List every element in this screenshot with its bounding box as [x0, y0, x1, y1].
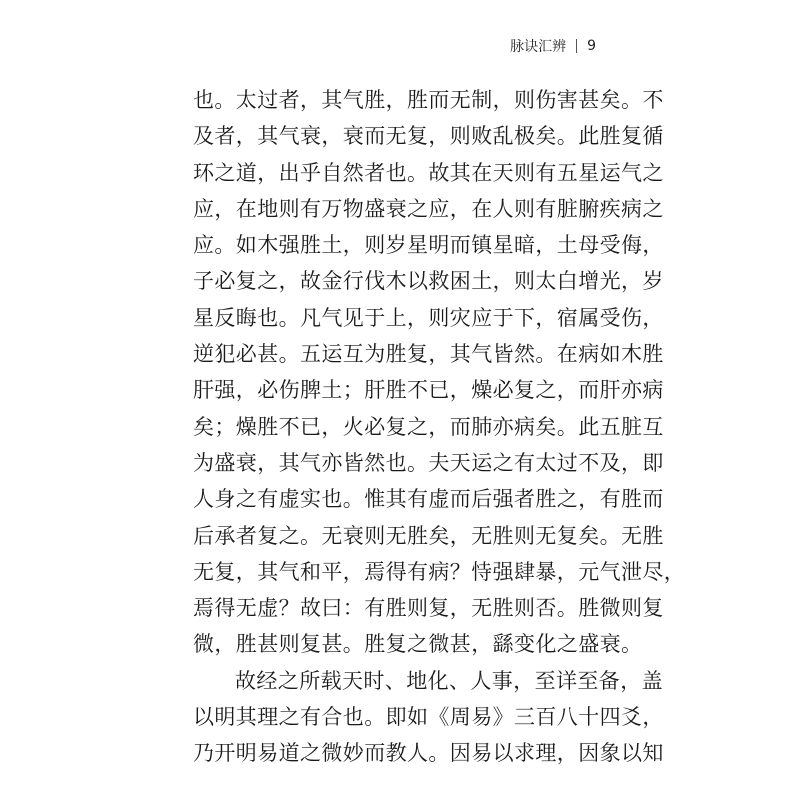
- text-line: 乃开明易道之微妙而教人。因易以求理，因象以知: [193, 741, 664, 766]
- text-line: 以明其理之有合也。即如《周易》三百八十四爻，: [193, 705, 664, 730]
- body-text: [193, 86, 686, 776]
- text-line: 应，在地则有万物盛衰之应，在人则有脏腑疾病之: [193, 196, 664, 221]
- text-line: 肝强，必伤脾土；肝胜不已，燥必复之，而肝亦病: [193, 378, 664, 403]
- text-line: 无复，其气和平，焉得有病？恃强肆暴，元气泄尽，: [193, 559, 686, 584]
- text-line: 矣；燥胜不已，火必复之，而肺亦病矣。此五脏互: [193, 414, 664, 439]
- text-line: 人身之有虚实也。惟其有虚而后强者胜之，有胜而: [193, 487, 664, 512]
- book-title: 脉诀汇辨: [510, 39, 567, 55]
- header-divider: [576, 39, 577, 53]
- text-line: 环之道，出乎自然者也。故其在天则有五星运气之: [193, 160, 664, 185]
- text-line: 焉得无虚？故曰：有胜则复，无胜则否。胜微则复: [193, 596, 664, 621]
- text-line: 逆犯必甚。五运互为胜复，其气皆然。在病如木胜: [193, 342, 664, 367]
- text-line-paragraph-start: 故经之所载天时、地化、人事，至详至备，盖: [235, 668, 663, 693]
- page-number: 9: [587, 38, 596, 54]
- text-line: 应。如木强胜土，则岁星明而镇星暗，土母受侮，: [193, 233, 664, 258]
- text-line: 子必复之，故金行伐木以救困土，则太白增光，岁: [193, 269, 664, 294]
- text-line-paragraph-end: 微，胜甚则复甚。胜复之微甚，繇变化之盛衰。: [193, 632, 643, 657]
- running-head: [510, 36, 596, 56]
- text-line: 后承者复之。无衰则无胜矣，无胜则无复矣。无胜: [193, 523, 664, 548]
- text-line: 也。太过者，其气胜，胜而无制，则伤害甚矣。不: [193, 88, 664, 112]
- text-line: 为盛衰，其气亦皆然也。夫天运之有太过不及，即: [193, 450, 664, 475]
- text-line: 及者，其气衰，衰而无复，则败乱极矣。此胜复循: [193, 124, 664, 149]
- text-line: 星反晦也。凡气见于上，则灾应于下，宿属受伤，: [193, 305, 664, 330]
